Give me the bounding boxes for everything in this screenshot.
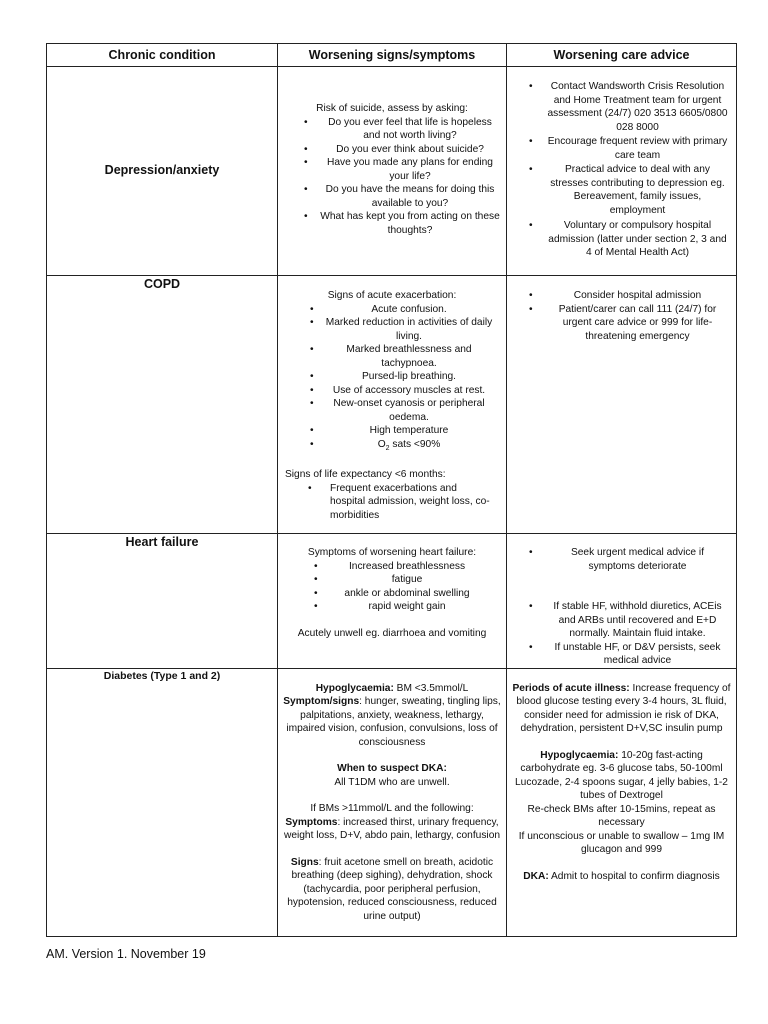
list-item: • Do you have the means for doing this available to you? [304, 183, 500, 210]
list-item: • Practical advice to deal with any stresses contributing to depression eg. Bereavement, family issues, employment [529, 163, 728, 217]
dka-heading: When to suspect DKA: [337, 763, 447, 774]
list-item: • $O_2$ sats <90% [310, 438, 494, 456]
hypoglycaemia-line: Hypoglycaemia: BM <3.5mmol/L [315, 682, 469, 694]
signs-cell [278, 668, 507, 936]
signs-outro: Acutely unwell eg. diarrhoea and vomiting [297, 627, 487, 639]
signs-intro: Signs of acute exacerbation: [327, 290, 457, 301]
signs-cell [278, 534, 507, 669]
dka-text: All T1DM who are unwell. [334, 776, 450, 788]
list-item: • Patient/carer can call 111 (24/7) for urgent care advice or 999 for life-threatening emergency [529, 303, 728, 344]
hypoglycaemia-symptoms: Symptom/signs: hunger, sweating, tingling lips, palpitations, anxiety, weakness, lethargy, impaired vision, confusion, convulsions, loss of consciousness [283, 696, 501, 748]
list-item: • Use of accessory muscles at rest. [310, 384, 494, 398]
bm-text: If BMs >11mmol/L and the following: [310, 803, 474, 814]
list-item: • fatigue [314, 573, 486, 587]
condition-name: Heart failure [125, 535, 199, 549]
signs-intro: Risk of suicide, assess by asking: [316, 103, 468, 114]
advice-list-2 [529, 600, 728, 668]
signs-cell [278, 276, 507, 534]
advice-list [529, 546, 728, 573]
life-expectancy-list [284, 482, 500, 523]
signs-list [284, 116, 500, 238]
signs-cell [278, 67, 507, 276]
condition-cell [47, 276, 278, 534]
list-item: • If unstable HF, or D&V persists, seek medical advice [529, 641, 728, 668]
unconscious-advice: If unconscious or unable to swallow – 1mg IM glucagon and 999 [518, 830, 725, 855]
header-care-advice: Worsening care advice [507, 44, 737, 67]
row-heart-failure [47, 534, 737, 669]
header-worsening-signs: Worsening signs/symptoms [278, 44, 507, 67]
advice-cell [507, 668, 737, 936]
list-item: • Seek urgent medical advice if symptoms deteriorate [529, 546, 728, 573]
advice-cell [507, 276, 737, 534]
dka-signs: Signs: fruit acetone smell on breath, acidotic breathing (deep sighing), dehydration, shock (tachycardia, poor peripheral perfusion, hypotension, reduced consciousness, reduced urine output) [287, 856, 497, 922]
row-copd [47, 276, 737, 534]
list-item: • Have you made any plans for ending your life? [304, 156, 500, 183]
signs-intro: Symptoms of worsening heart failure: [307, 547, 477, 558]
advice-cell [507, 67, 737, 276]
list-item: • High temperature [310, 424, 494, 438]
signs-list [284, 303, 500, 456]
acute-illness-advice: Periods of acute illness: Increase frequency of blood glucose testing every 3-4 hours, 3L fluid, consider need for admission ie risk of DKA, dehydration, persistent D+V,SC insulin pump [512, 682, 731, 734]
care-plan-table [46, 43, 737, 937]
hypoglycaemia-advice: Hypoglycaemia: 10-20g fast-acting carbohydrate eg. 3-6 glucose tabs, 50-100ml Lucozade, 2-4 spoons sugar, 4 jelly babies, 1-2 tubes of Dextrogel [515, 749, 728, 801]
list-item: • Encourage frequent review with primary care team [529, 135, 728, 162]
advice-list [529, 289, 728, 343]
condition-cell [47, 668, 278, 936]
list-item: • New-onset cyanosis or peripheral oedema. [310, 397, 494, 424]
row-depression [47, 67, 737, 276]
version-footer: AM. Version 1. November 19 [46, 947, 206, 961]
list-item: • Consider hospital admission [529, 289, 728, 303]
advice-list [529, 80, 728, 260]
list-item: • Increased breathlessness [314, 560, 486, 574]
list-item: • Pursed-lip breathing. [310, 370, 494, 384]
list-item: • Marked reduction in activities of daily living. [310, 316, 494, 343]
list-item: • Marked breathlessness and tachypnoea. [310, 343, 494, 370]
recheck-advice: Re-check BMs after 10-15mins, repeat as necessary [527, 803, 716, 828]
condition-cell [47, 534, 278, 669]
list-item: • Do you ever feel that life is hopeless and not worth living? [304, 116, 500, 143]
condition-name: Depression/anxiety [104, 163, 220, 177]
condition-name: Diabetes (Type 1 and 2) [103, 669, 221, 682]
list-item: • Frequent exacerbations and hospital admission, weight loss, co-morbidities [308, 482, 494, 523]
life-expectancy-intro: Signs of life expectancy <6 months: [285, 469, 446, 481]
advice-cell [507, 534, 737, 669]
list-item: • ankle or abdominal swelling [314, 587, 486, 601]
list-item: • What has kept you from acting on these thoughts? [304, 210, 500, 237]
list-item: • Contact Wandsworth Crisis Resolution and Home Treatment team for urgent assessment (24/7) 020 3513 6605/0800 028 8000 [529, 80, 728, 134]
header-chronic-condition: Chronic condition [47, 44, 278, 67]
dka-advice: DKA: Admit to hospital to confirm diagnosis [523, 870, 720, 882]
list-item: • Voluntary or compulsory hospital admission (latter under section 2, 3 and 4 of Mental Health Act) [529, 219, 728, 260]
list-item: • rapid weight gain [314, 600, 486, 614]
list-item: • If stable HF, withhold diuretics, ACEis and ARBs until recovered and E+D normally. Maintain fluid intake. [529, 600, 728, 641]
list-item: • Acute confusion. [310, 303, 494, 317]
row-diabetes [47, 668, 737, 936]
signs-list [284, 560, 500, 614]
dka-symptoms: Symptoms: increased thirst, urinary frequency, weight loss, D+V, abdo pain, lethargy, confusion [283, 816, 501, 841]
header-row [47, 44, 737, 67]
condition-name: COPD [143, 277, 181, 291]
condition-cell [47, 67, 278, 276]
list-item: • Do you ever think about suicide? [304, 143, 500, 157]
